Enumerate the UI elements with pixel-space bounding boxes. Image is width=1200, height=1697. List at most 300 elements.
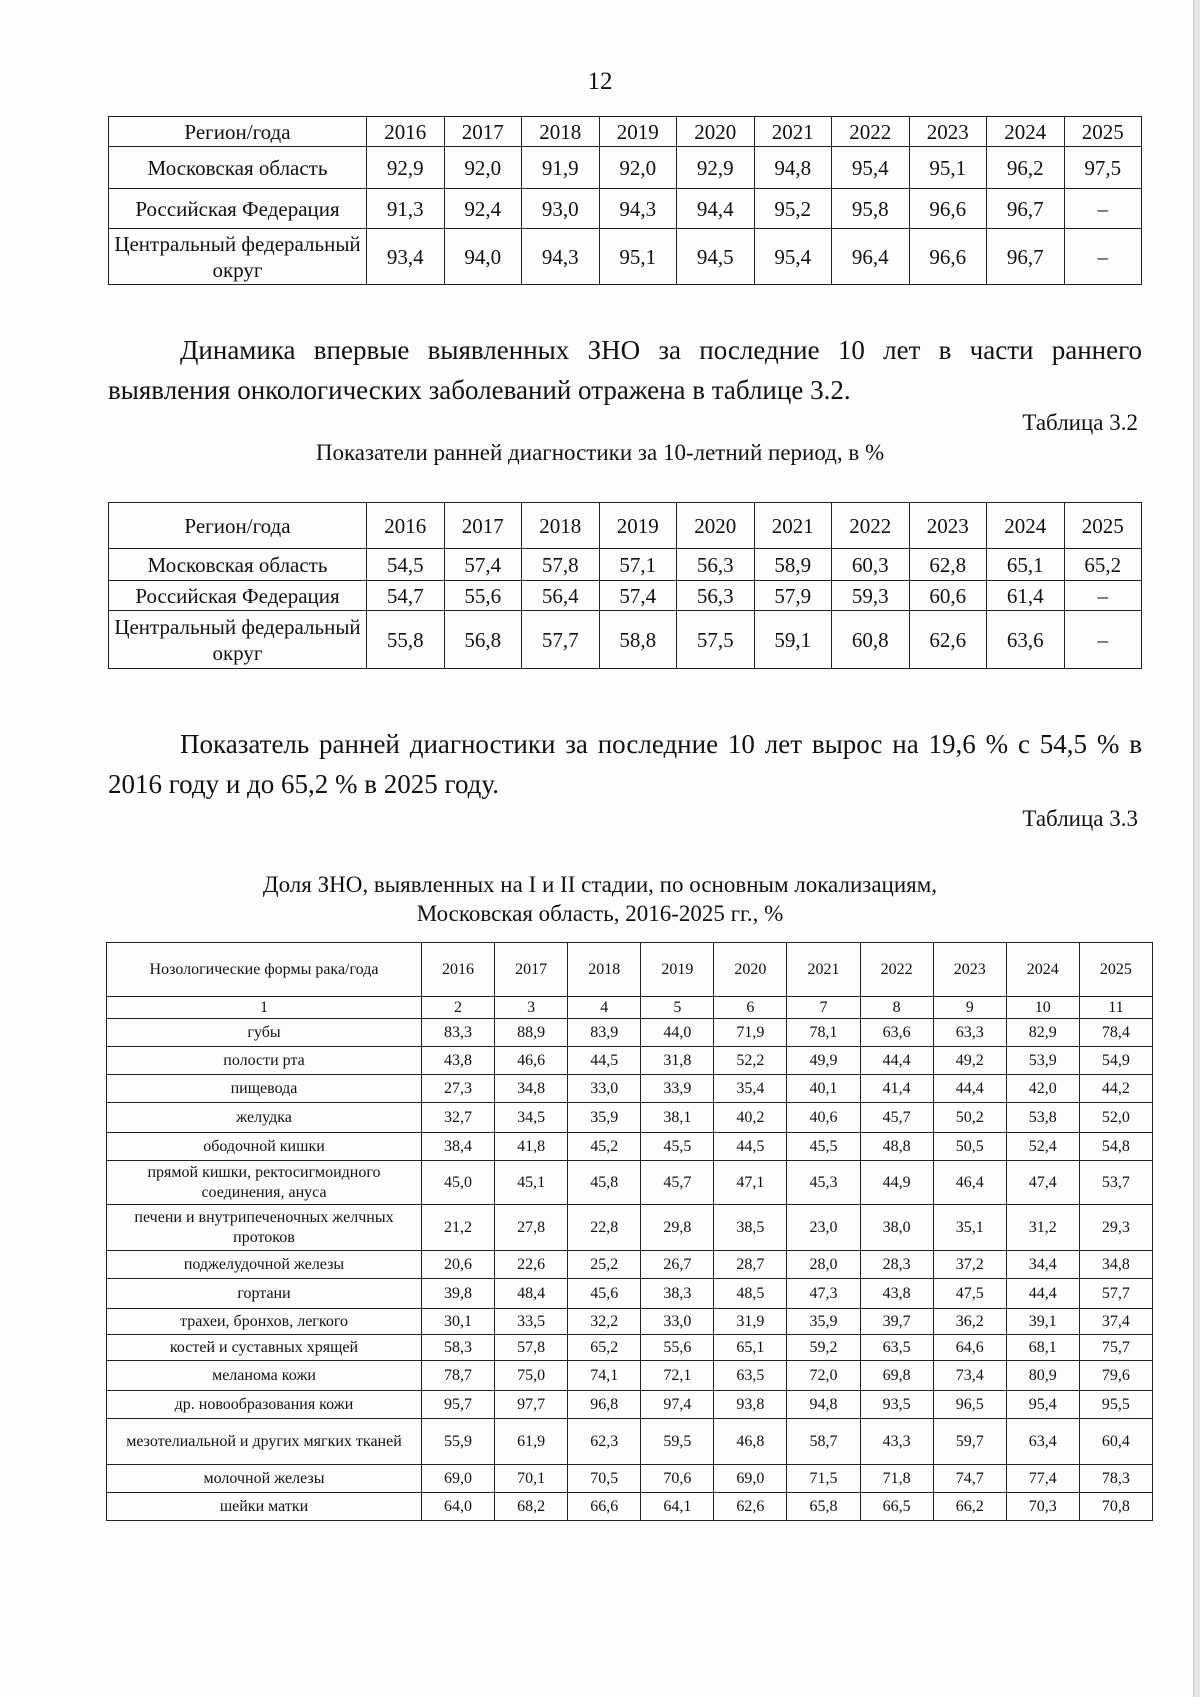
value-cell: 57,4	[444, 549, 522, 581]
table-row	[107, 1419, 1153, 1465]
value-cell: 2018	[522, 117, 600, 147]
row-label-cell: Московская область	[109, 147, 367, 189]
row-label-cell: полости рта	[107, 1047, 422, 1075]
value-cell: 48,5	[714, 1279, 787, 1309]
value-cell: 41,8	[495, 1133, 568, 1161]
value-cell: 28,7	[714, 1251, 787, 1279]
value-cell: 95,1	[909, 147, 987, 189]
value-cell: 83,3	[422, 1019, 495, 1047]
table-regional-indicators	[108, 116, 1142, 285]
value-cell: 45,5	[641, 1133, 714, 1161]
value-cell: 69,0	[422, 1465, 495, 1493]
value-cell: 58,7	[787, 1419, 860, 1465]
value-cell: 35,4	[714, 1075, 787, 1103]
table-row	[107, 1361, 1153, 1391]
value-cell: 60,4	[1079, 1419, 1152, 1465]
value-cell: 48,4	[495, 1279, 568, 1309]
value-cell: 44,0	[641, 1019, 714, 1047]
value-cell: 96,8	[568, 1391, 641, 1419]
row-label-cell: Регион/года	[109, 503, 367, 549]
value-cell: 2022	[832, 503, 910, 549]
value-cell: 71,9	[714, 1019, 787, 1047]
value-cell: 94,5	[677, 229, 755, 285]
value-cell: 45,7	[860, 1103, 933, 1133]
value-cell: 66,5	[860, 1493, 933, 1521]
row-label-cell: пищевода	[107, 1075, 422, 1103]
value-cell: 92,9	[367, 147, 445, 189]
value-cell: 52,2	[714, 1047, 787, 1075]
paragraph-dynamics	[108, 330, 1142, 410]
value-cell: 95,2	[754, 189, 832, 229]
value-cell: 38,1	[641, 1103, 714, 1133]
value-cell: 28,0	[787, 1251, 860, 1279]
value-cell: 63,5	[860, 1335, 933, 1361]
table-row	[107, 1103, 1153, 1133]
value-cell: 58,3	[422, 1335, 495, 1361]
value-cell: 6	[714, 997, 787, 1019]
row-label-cell: ободочной кишки	[107, 1133, 422, 1161]
value-cell: 65,1	[714, 1335, 787, 1361]
value-cell: 72,1	[641, 1361, 714, 1391]
value-cell: 54,7	[367, 581, 445, 611]
table-header-row	[109, 503, 1142, 549]
value-cell: 94,4	[677, 189, 755, 229]
table-row	[107, 1309, 1153, 1335]
value-cell: 3	[495, 997, 568, 1019]
value-cell: 43,3	[860, 1419, 933, 1465]
value-cell: 59,7	[933, 1419, 1006, 1465]
row-label-cell: 1	[107, 997, 422, 1019]
value-cell: 29,8	[641, 1205, 714, 1251]
value-cell: 45,0	[422, 1161, 495, 1205]
value-cell: 45,8	[568, 1161, 641, 1205]
table-3-3-title-line2: Московская область, 2016-2025 гг., %	[416, 901, 784, 926]
value-cell: 2019	[641, 943, 714, 997]
value-cell: 93,8	[714, 1391, 787, 1419]
value-cell: 60,3	[832, 549, 910, 581]
value-cell: 92,9	[677, 147, 755, 189]
value-cell: 71,8	[860, 1465, 933, 1493]
value-cell: 64,0	[422, 1493, 495, 1521]
table-row	[109, 549, 1142, 581]
value-cell: 46,6	[495, 1047, 568, 1075]
value-cell: 45,6	[568, 1279, 641, 1309]
value-cell: 63,6	[987, 611, 1065, 669]
value-cell: 53,8	[1006, 1103, 1079, 1133]
value-cell: 2021	[754, 117, 832, 147]
value-cell: 2019	[599, 117, 677, 147]
row-label-cell: трахеи, бронхов, легкого	[107, 1309, 422, 1335]
value-cell: 93,5	[860, 1391, 933, 1419]
value-cell: 26,7	[641, 1251, 714, 1279]
value-cell: 59,3	[832, 581, 910, 611]
paragraph-dynamics-text: Динамика впервые выявленных ЗНО за последние 10 лет в части раннего выявления онкологических заболеваний отражена в таблице 3.2.	[108, 335, 1142, 405]
value-cell: 78,4	[1079, 1019, 1152, 1047]
table-early-diagnosis	[108, 502, 1142, 669]
value-cell: 47,3	[787, 1279, 860, 1309]
scan-edge	[1193, 0, 1200, 1697]
value-cell: 2016	[367, 117, 445, 147]
table-row	[109, 611, 1142, 669]
table-3-3-title-line1: Доля ЗНО, выявленных на I и II стадии, по основным локализациям,	[262, 872, 938, 897]
value-cell: 94,3	[522, 229, 600, 285]
paragraph-early-diagnosis-text: Показатель ранней диагностики за последние 10 лет вырос на 19,6 % с 54,5 % в 2016 году и до 65,2 % в 2025 году.	[108, 729, 1142, 799]
value-cell: 10	[1006, 997, 1079, 1019]
value-cell: 96,6	[909, 229, 987, 285]
value-cell: 66,6	[568, 1493, 641, 1521]
value-cell: 2025	[1079, 943, 1152, 997]
value-cell: 97,4	[641, 1391, 714, 1419]
value-cell: 35,1	[933, 1205, 1006, 1251]
value-cell: 25,2	[568, 1251, 641, 1279]
row-label-cell: меланома кожи	[107, 1361, 422, 1391]
value-cell: 2020	[677, 503, 755, 549]
table-header-row	[107, 943, 1153, 997]
table-row	[107, 1465, 1153, 1493]
value-cell: 63,5	[714, 1361, 787, 1391]
value-cell: –	[1064, 229, 1142, 285]
value-cell: 58,8	[599, 611, 677, 669]
value-cell: 35,9	[568, 1103, 641, 1133]
table-row	[107, 1047, 1153, 1075]
value-cell: 44,9	[860, 1161, 933, 1205]
table-numbering-row	[107, 997, 1153, 1019]
value-cell: 33,9	[641, 1075, 714, 1103]
value-cell: 97,7	[495, 1391, 568, 1419]
value-cell: 38,3	[641, 1279, 714, 1309]
value-cell: 92,0	[444, 147, 522, 189]
value-cell: 2018	[568, 943, 641, 997]
value-cell: 32,7	[422, 1103, 495, 1133]
value-cell: 46,4	[933, 1161, 1006, 1205]
table-row	[109, 189, 1142, 229]
table-row	[109, 581, 1142, 611]
value-cell: 95,4	[754, 229, 832, 285]
value-cell: 94,3	[599, 189, 677, 229]
table-row	[107, 1075, 1153, 1103]
value-cell: 70,5	[568, 1465, 641, 1493]
value-cell: 73,4	[933, 1361, 1006, 1391]
value-cell: 61,9	[495, 1419, 568, 1465]
value-cell: 33,0	[568, 1075, 641, 1103]
value-cell: 39,8	[422, 1279, 495, 1309]
value-cell: 96,6	[909, 189, 987, 229]
value-cell: 2017	[444, 117, 522, 147]
table-3-3-label: Таблица 3.3	[1022, 806, 1138, 831]
value-cell: 68,2	[495, 1493, 568, 1521]
value-cell: 70,8	[1079, 1493, 1152, 1521]
value-cell: 44,2	[1079, 1075, 1152, 1103]
value-cell: 7	[787, 997, 860, 1019]
value-cell: 69,8	[860, 1361, 933, 1391]
value-cell: 5	[641, 997, 714, 1019]
value-cell: –	[1064, 581, 1142, 611]
value-cell: 2	[422, 997, 495, 1019]
value-cell: 57,5	[677, 611, 755, 669]
value-cell: 2024	[987, 117, 1065, 147]
value-cell: 93,0	[522, 189, 600, 229]
value-cell: 80,9	[1006, 1361, 1079, 1391]
value-cell: 41,4	[860, 1075, 933, 1103]
value-cell: 91,3	[367, 189, 445, 229]
value-cell: 94,0	[444, 229, 522, 285]
value-cell: 39,1	[1006, 1309, 1079, 1335]
value-cell: 95,7	[422, 1391, 495, 1419]
value-cell: 52,0	[1079, 1103, 1152, 1133]
table-3-2-label: Таблица 3.2	[1022, 410, 1138, 435]
value-cell: 91,9	[522, 147, 600, 189]
value-cell: 60,6	[909, 581, 987, 611]
value-cell: 63,6	[860, 1019, 933, 1047]
value-cell: 59,1	[754, 611, 832, 669]
value-cell: 47,5	[933, 1279, 1006, 1309]
value-cell: 65,8	[787, 1493, 860, 1521]
value-cell: 34,8	[1079, 1251, 1152, 1279]
value-cell: 96,7	[987, 229, 1065, 285]
value-cell: 96,4	[832, 229, 910, 285]
value-cell: 55,8	[367, 611, 445, 669]
value-cell: 40,1	[787, 1075, 860, 1103]
value-cell: 78,7	[422, 1361, 495, 1391]
value-cell: 45,3	[787, 1161, 860, 1205]
value-cell: 95,8	[832, 189, 910, 229]
value-cell: 54,5	[367, 549, 445, 581]
value-cell: 2023	[909, 503, 987, 549]
value-cell: 2025	[1064, 503, 1142, 549]
value-cell: 70,6	[641, 1465, 714, 1493]
value-cell: 63,3	[933, 1019, 1006, 1047]
value-cell: 46,8	[714, 1419, 787, 1465]
value-cell: 40,2	[714, 1103, 787, 1133]
value-cell: 55,9	[422, 1419, 495, 1465]
value-cell: 96,5	[933, 1391, 1006, 1419]
value-cell: 2020	[677, 117, 755, 147]
value-cell: 62,8	[909, 549, 987, 581]
table-row	[109, 229, 1142, 285]
row-label-cell: поджелудочной железы	[107, 1251, 422, 1279]
value-cell: 54,8	[1079, 1133, 1152, 1161]
value-cell: 2022	[860, 943, 933, 997]
value-cell: 31,8	[641, 1047, 714, 1075]
table-row	[107, 1251, 1153, 1279]
value-cell: –	[1064, 611, 1142, 669]
value-cell: 57,8	[495, 1335, 568, 1361]
table-row	[107, 1493, 1153, 1521]
value-cell: 95,4	[1006, 1391, 1079, 1419]
value-cell: 27,8	[495, 1205, 568, 1251]
value-cell: 34,5	[495, 1103, 568, 1133]
table-row	[107, 1161, 1153, 1205]
row-label-cell: Регион/года	[109, 117, 367, 147]
paragraph-early-diagnosis	[108, 724, 1142, 804]
value-cell: 92,0	[599, 147, 677, 189]
value-cell: 55,6	[641, 1335, 714, 1361]
value-cell: 33,5	[495, 1309, 568, 1335]
value-cell: 20,6	[422, 1251, 495, 1279]
table-row	[107, 1335, 1153, 1361]
value-cell: 8	[860, 997, 933, 1019]
value-cell: 62,3	[568, 1419, 641, 1465]
value-cell: 2022	[832, 117, 910, 147]
value-cell: 65,2	[568, 1335, 641, 1361]
value-cell: 57,7	[522, 611, 600, 669]
value-cell: 69,0	[714, 1465, 787, 1493]
value-cell: 70,1	[495, 1465, 568, 1493]
value-cell: 44,4	[860, 1047, 933, 1075]
value-cell: 53,7	[1079, 1161, 1152, 1205]
value-cell: 2023	[909, 117, 987, 147]
row-label-cell: Российская Федерация	[109, 189, 367, 229]
value-cell: 72,0	[787, 1361, 860, 1391]
value-cell: 31,9	[714, 1309, 787, 1335]
value-cell: 95,1	[599, 229, 677, 285]
value-cell: 47,1	[714, 1161, 787, 1205]
row-label-cell: желудка	[107, 1103, 422, 1133]
value-cell: 59,2	[787, 1335, 860, 1361]
table-row	[107, 1019, 1153, 1047]
table-3-3-title	[0, 870, 1200, 928]
value-cell: 44,4	[933, 1075, 1006, 1103]
table-header-row	[109, 117, 1142, 147]
value-cell: 38,5	[714, 1205, 787, 1251]
value-cell: 94,8	[787, 1391, 860, 1419]
value-cell: 53,9	[1006, 1047, 1079, 1075]
value-cell: 31,2	[1006, 1205, 1079, 1251]
value-cell: 65,2	[1064, 549, 1142, 581]
value-cell: 42,0	[1006, 1075, 1079, 1103]
value-cell: 38,4	[422, 1133, 495, 1161]
value-cell: 32,2	[568, 1309, 641, 1335]
value-cell: 2019	[599, 503, 677, 549]
value-cell: 27,3	[422, 1075, 495, 1103]
row-label-cell: шейки матки	[107, 1493, 422, 1521]
value-cell: 2024	[1006, 943, 1079, 997]
table-row	[107, 1279, 1153, 1309]
value-cell: 9	[933, 997, 1006, 1019]
value-cell: 37,2	[933, 1251, 1006, 1279]
value-cell: 95,5	[1079, 1391, 1152, 1419]
value-cell: 93,4	[367, 229, 445, 285]
row-label-cell: прямой кишки, ректосигмоидного соединения, ануса	[107, 1161, 422, 1205]
value-cell: 61,4	[987, 581, 1065, 611]
row-label-cell: губы	[107, 1019, 422, 1047]
value-cell: 74,1	[568, 1361, 641, 1391]
value-cell: 59,5	[641, 1419, 714, 1465]
table-row	[107, 1205, 1153, 1251]
table-3-2-title: Показатели ранней диагностики за 10-летний период, в %	[315, 440, 885, 465]
value-cell: 57,9	[754, 581, 832, 611]
value-cell: 62,6	[909, 611, 987, 669]
value-cell: 2017	[444, 503, 522, 549]
value-cell: 34,4	[1006, 1251, 1079, 1279]
value-cell: 45,5	[787, 1133, 860, 1161]
value-cell: 83,9	[568, 1019, 641, 1047]
value-cell: 43,8	[422, 1047, 495, 1075]
value-cell: 36,2	[933, 1309, 1006, 1335]
value-cell: 68,1	[1006, 1335, 1079, 1361]
value-cell: 35,9	[787, 1309, 860, 1335]
value-cell: 40,6	[787, 1103, 860, 1133]
row-label-cell: гортани	[107, 1279, 422, 1309]
value-cell: 22,6	[495, 1251, 568, 1279]
value-cell: 52,4	[1006, 1133, 1079, 1161]
value-cell: 57,8	[522, 549, 600, 581]
value-cell: 2021	[787, 943, 860, 997]
row-label-cell: печени и внутрипеченочных желчных протоков	[107, 1205, 422, 1251]
value-cell: 29,3	[1079, 1205, 1152, 1251]
value-cell: 60,8	[832, 611, 910, 669]
value-cell: 2020	[714, 943, 787, 997]
value-cell: 56,4	[522, 581, 600, 611]
value-cell: 2017	[495, 943, 568, 997]
value-cell: 66,2	[933, 1493, 1006, 1521]
value-cell: 97,5	[1064, 147, 1142, 189]
value-cell: 75,7	[1079, 1335, 1152, 1361]
value-cell: 57,4	[599, 581, 677, 611]
value-cell: 75,0	[495, 1361, 568, 1391]
value-cell: 44,4	[1006, 1279, 1079, 1309]
value-cell: 2018	[522, 503, 600, 549]
value-cell: 48,8	[860, 1133, 933, 1161]
value-cell: 49,2	[933, 1047, 1006, 1075]
value-cell: 2025	[1064, 117, 1142, 147]
value-cell: 57,7	[1079, 1279, 1152, 1309]
value-cell: 44,5	[714, 1133, 787, 1161]
value-cell: 45,1	[495, 1161, 568, 1205]
value-cell: 79,6	[1079, 1361, 1152, 1391]
value-cell: 37,4	[1079, 1309, 1152, 1335]
value-cell: 47,4	[1006, 1161, 1079, 1205]
value-cell: 22,8	[568, 1205, 641, 1251]
value-cell: –	[1064, 189, 1142, 229]
value-cell: 57,1	[599, 549, 677, 581]
value-cell: 2021	[754, 503, 832, 549]
value-cell: 39,7	[860, 1309, 933, 1335]
table-row	[107, 1133, 1153, 1161]
value-cell: 88,9	[495, 1019, 568, 1047]
value-cell: 2016	[422, 943, 495, 997]
table-stage-share	[106, 942, 1153, 1521]
value-cell: 45,7	[641, 1161, 714, 1205]
value-cell: 21,2	[422, 1205, 495, 1251]
value-cell: 95,4	[832, 147, 910, 189]
value-cell: 56,8	[444, 611, 522, 669]
value-cell: 78,3	[1079, 1465, 1152, 1493]
value-cell: 49,9	[787, 1047, 860, 1075]
value-cell: 64,1	[641, 1493, 714, 1521]
value-cell: 96,7	[987, 189, 1065, 229]
value-cell: 34,8	[495, 1075, 568, 1103]
row-label-cell: мезотелиальной и других мягких тканей	[107, 1419, 422, 1465]
value-cell: 96,2	[987, 147, 1065, 189]
value-cell: 28,3	[860, 1251, 933, 1279]
value-cell: 71,5	[787, 1465, 860, 1493]
value-cell: 56,3	[677, 581, 755, 611]
row-label-cell: Московская область	[109, 549, 367, 581]
value-cell: 65,1	[987, 549, 1065, 581]
row-label-cell: др. новообразования кожи	[107, 1391, 422, 1419]
table-row	[109, 147, 1142, 189]
value-cell: 4	[568, 997, 641, 1019]
value-cell: 78,1	[787, 1019, 860, 1047]
table-row	[107, 1391, 1153, 1419]
value-cell: 30,1	[422, 1309, 495, 1335]
row-label-cell: Центральный федеральный округ	[109, 229, 367, 285]
value-cell: 55,6	[444, 581, 522, 611]
value-cell: 92,4	[444, 189, 522, 229]
value-cell: 23,0	[787, 1205, 860, 1251]
value-cell: 82,9	[1006, 1019, 1079, 1047]
